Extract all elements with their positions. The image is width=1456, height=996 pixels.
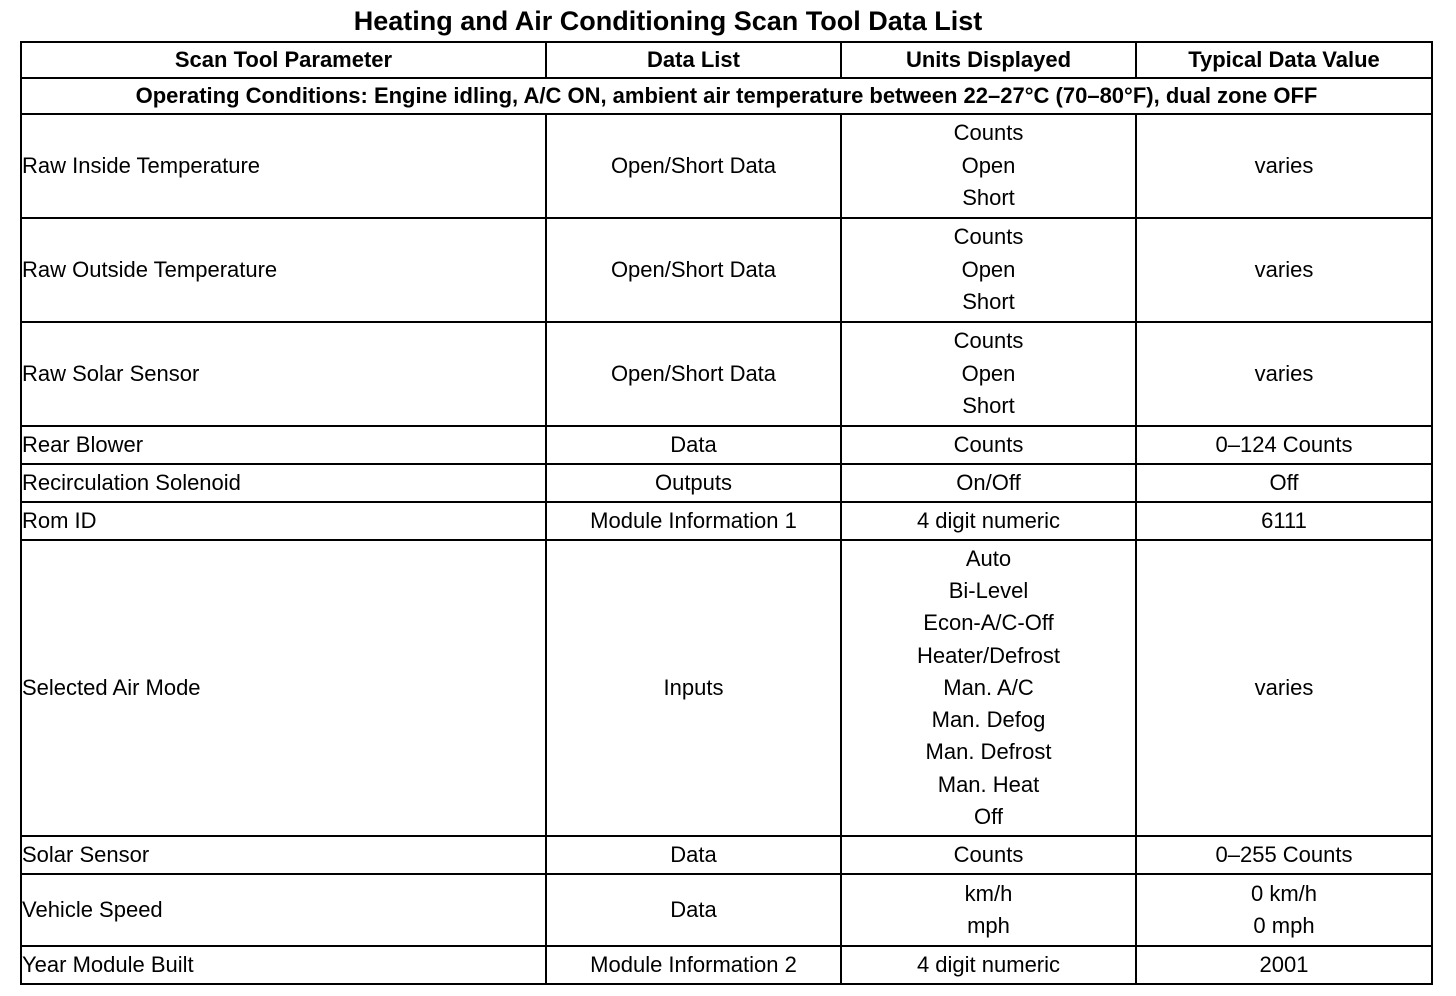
cell-units bbox=[841, 540, 1136, 836]
unit-value: Short bbox=[962, 393, 1015, 419]
cell-data-list: Outputs bbox=[546, 464, 841, 502]
typical-value: varies bbox=[1254, 674, 1314, 700]
unit-value: Counts bbox=[953, 328, 1024, 354]
cell-parameter: Rom ID bbox=[21, 502, 546, 540]
unit-value: Open bbox=[961, 256, 1016, 282]
cell-data-list: Data bbox=[546, 426, 841, 464]
cell-typical-value bbox=[1136, 502, 1432, 540]
cell-typical-value bbox=[1136, 114, 1432, 218]
table-row bbox=[21, 946, 1432, 984]
unit-value: mph bbox=[967, 913, 1010, 938]
cell-units bbox=[841, 502, 1136, 540]
cell-data-list: Module Information 1 bbox=[546, 502, 841, 540]
cell-typical-value bbox=[1136, 540, 1432, 836]
cell-units bbox=[841, 218, 1136, 322]
typical-value: 0–255 Counts bbox=[1215, 841, 1353, 867]
cell-parameter: Selected Air Mode bbox=[21, 540, 546, 836]
unit-value: Bi-Level bbox=[948, 577, 1029, 603]
cell-parameter: Raw Solar Sensor bbox=[21, 322, 546, 426]
unit-value: Short bbox=[962, 185, 1015, 211]
cell-units bbox=[841, 464, 1136, 502]
cell-typical-value bbox=[1136, 836, 1432, 874]
cell-data-list: Data bbox=[546, 874, 841, 946]
cell-parameter: Rear Blower bbox=[21, 426, 546, 464]
typical-value: 6111 bbox=[1261, 507, 1307, 533]
cell-data-list: Open/Short Data bbox=[546, 218, 841, 322]
cell-typical-value bbox=[1136, 218, 1432, 322]
table-row bbox=[21, 502, 1432, 540]
typical-value: 0–124 Counts bbox=[1215, 431, 1353, 457]
cell-parameter: Solar Sensor bbox=[21, 836, 546, 874]
cell-parameter: Year Module Built bbox=[21, 946, 546, 984]
column-header-parameter: Scan Tool Parameter bbox=[21, 42, 546, 78]
cell-units bbox=[841, 114, 1136, 218]
unit-value: Man. Defrost bbox=[925, 739, 1052, 765]
cell-parameter: Vehicle Speed bbox=[21, 874, 546, 946]
cell-parameter: Raw Inside Temperature bbox=[21, 114, 546, 218]
cell-typical-value bbox=[1136, 464, 1432, 502]
unit-value: Open bbox=[961, 152, 1016, 178]
cell-data-list: Open/Short Data bbox=[546, 322, 841, 426]
unit-value: Econ-A/C-Off bbox=[923, 610, 1054, 636]
cell-typical-value bbox=[1136, 426, 1432, 464]
unit-value: 4 digit numeric bbox=[916, 951, 1061, 977]
page-title: Heating and Air Conditioning Scan Tool Data List bbox=[353, 6, 983, 36]
typical-value: varies bbox=[1254, 360, 1314, 386]
unit-value: Man. A/C bbox=[943, 674, 1034, 700]
unit-value: Auto bbox=[965, 545, 1012, 571]
column-header-typical-value: Typical Data Value bbox=[1136, 42, 1432, 78]
unit-value: Man. Heat bbox=[937, 771, 1040, 797]
operating-conditions-row bbox=[21, 78, 1432, 114]
unit-value: 4 digit numeric bbox=[916, 507, 1061, 533]
table-row bbox=[21, 114, 1432, 218]
operating-conditions: Operating Conditions: Engine idling, A/C ON, ambient air temperature between 22–27°C (70–80°F), dual zone OFF bbox=[21, 78, 1432, 114]
unit-value: On/Off bbox=[956, 469, 1021, 495]
table-row bbox=[21, 874, 1432, 946]
cell-typical-value bbox=[1136, 874, 1432, 946]
column-header-units: Units Displayed bbox=[841, 42, 1136, 78]
cell-units bbox=[841, 322, 1136, 426]
unit-value: Counts bbox=[953, 431, 1024, 457]
table-row bbox=[21, 836, 1432, 874]
cell-data-list: Data bbox=[546, 836, 841, 874]
unit-value: Off bbox=[974, 804, 1003, 830]
unit-value: Counts bbox=[953, 224, 1024, 250]
unit-value: Short bbox=[962, 289, 1015, 315]
table-row bbox=[21, 218, 1432, 322]
table-row bbox=[21, 464, 1432, 502]
typical-value: Off bbox=[1269, 469, 1299, 495]
cell-data-list: Module Information 2 bbox=[546, 946, 841, 984]
typical-value: 0 km/h bbox=[1250, 880, 1318, 906]
cell-data-list: Inputs bbox=[546, 540, 841, 836]
unit-value: Heater/Defrost bbox=[916, 642, 1061, 668]
unit-value: Counts bbox=[953, 120, 1024, 146]
table-header-row bbox=[21, 42, 1432, 78]
cell-parameter: Recirculation Solenoid bbox=[21, 464, 546, 502]
typical-value: 0 mph bbox=[1253, 913, 1315, 938]
column-header-data-list: Data List bbox=[546, 42, 841, 78]
typical-value: 2001 bbox=[1259, 951, 1309, 977]
cell-parameter: Raw Outside Temperature bbox=[21, 218, 546, 322]
cell-units bbox=[841, 874, 1136, 946]
cell-units bbox=[841, 836, 1136, 874]
cell-units bbox=[841, 946, 1136, 984]
cell-typical-value bbox=[1136, 946, 1432, 984]
typical-value: varies bbox=[1254, 256, 1314, 282]
table-row bbox=[21, 322, 1432, 426]
typical-value: varies bbox=[1254, 152, 1314, 178]
unit-value: km/h bbox=[964, 880, 1013, 906]
cell-data-list: Open/Short Data bbox=[546, 114, 841, 218]
unit-value: Counts bbox=[953, 841, 1024, 867]
table-row bbox=[21, 426, 1432, 464]
table-row bbox=[21, 540, 1432, 836]
cell-units bbox=[841, 426, 1136, 464]
cell-typical-value bbox=[1136, 322, 1432, 426]
scan-tool-data-table bbox=[20, 41, 1433, 985]
unit-value: Open bbox=[961, 360, 1016, 386]
unit-value: Man. Defog bbox=[931, 707, 1046, 733]
